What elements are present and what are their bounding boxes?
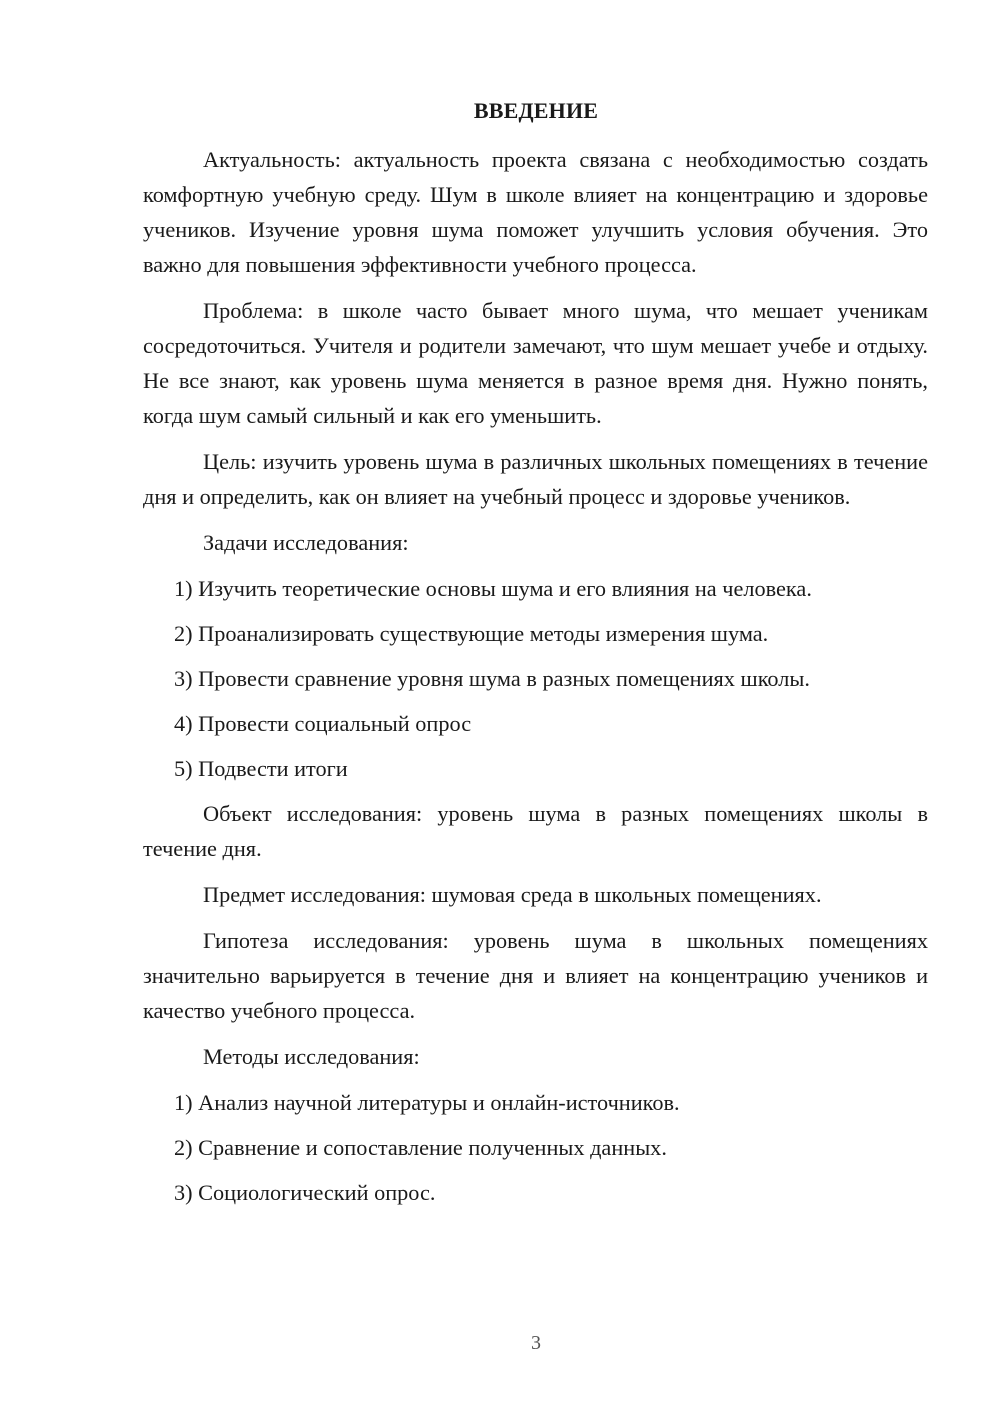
relevance-paragraph: Актуальность: актуальность проекта связана с необходимостью создать комфортную учебную среду. Шум в школе влияет на концентрацию и здоровье учеников. Изучение уровня шума поможет улучшить условия обучения. Это важно для повышения эффективности учебного процесса. — [143, 147, 928, 277]
hypothesis-paragraph: Гипотеза исследования: уровень шума в школьных помещениях значительно варьируется в течение дня и влияет на концентрацию учеников и качество учебного процесса. — [143, 928, 928, 1023]
list-item: 1) Анализ научной литературы и онлайн-источников. — [174, 1090, 680, 1115]
methods-list — [143, 1085, 928, 1210]
goal-paragraph: Цель: изучить уровень шума в различных школьных помещениях в течение дня и определить, как он влияет на учебный процесс и здоровье учеников. — [143, 449, 928, 509]
list-item: 4) Провести социальный опрос — [174, 711, 472, 736]
list-item: 5) Подвести итоги — [174, 756, 348, 781]
methods-title: Методы исследования: — [203, 1044, 420, 1069]
document-body — [143, 142, 928, 1220]
list-item: 2) Сравнение и сопоставление полученных данных. — [174, 1135, 667, 1160]
list-item: 3) Провести сравнение уровня шума в разных помещениях школы. — [174, 666, 810, 691]
object-paragraph: Объект исследования: уровень шума в разных помещениях школы в течение дня. — [143, 801, 928, 861]
tasks-title: Задачи исследования: — [203, 530, 409, 555]
list-item: 1) Изучить теоретические основы шума и его влияния на человека. — [174, 576, 812, 601]
page-number: 3 — [531, 1332, 541, 1354]
tasks-list — [143, 571, 928, 786]
list-item: 3) Социологический опрос. — [174, 1180, 436, 1205]
subject-paragraph: Предмет исследования: шумовая среда в школьных помещениях. — [203, 882, 822, 907]
section-heading: ВВЕДЕНИЕ — [473, 98, 599, 123]
list-item: 2) Проанализировать существующие методы измерения шума. — [174, 621, 769, 646]
problem-paragraph: Проблема: в школе часто бывает много шума, что мешает ученикам сосредоточиться. Учителя и родители замечают, что шум мешает учебе и отдыху. Не все знают, как уровень шума меняется в разное время дня. Нужно понять, когда шум самый сильный и как его уменьшить. — [143, 298, 928, 428]
